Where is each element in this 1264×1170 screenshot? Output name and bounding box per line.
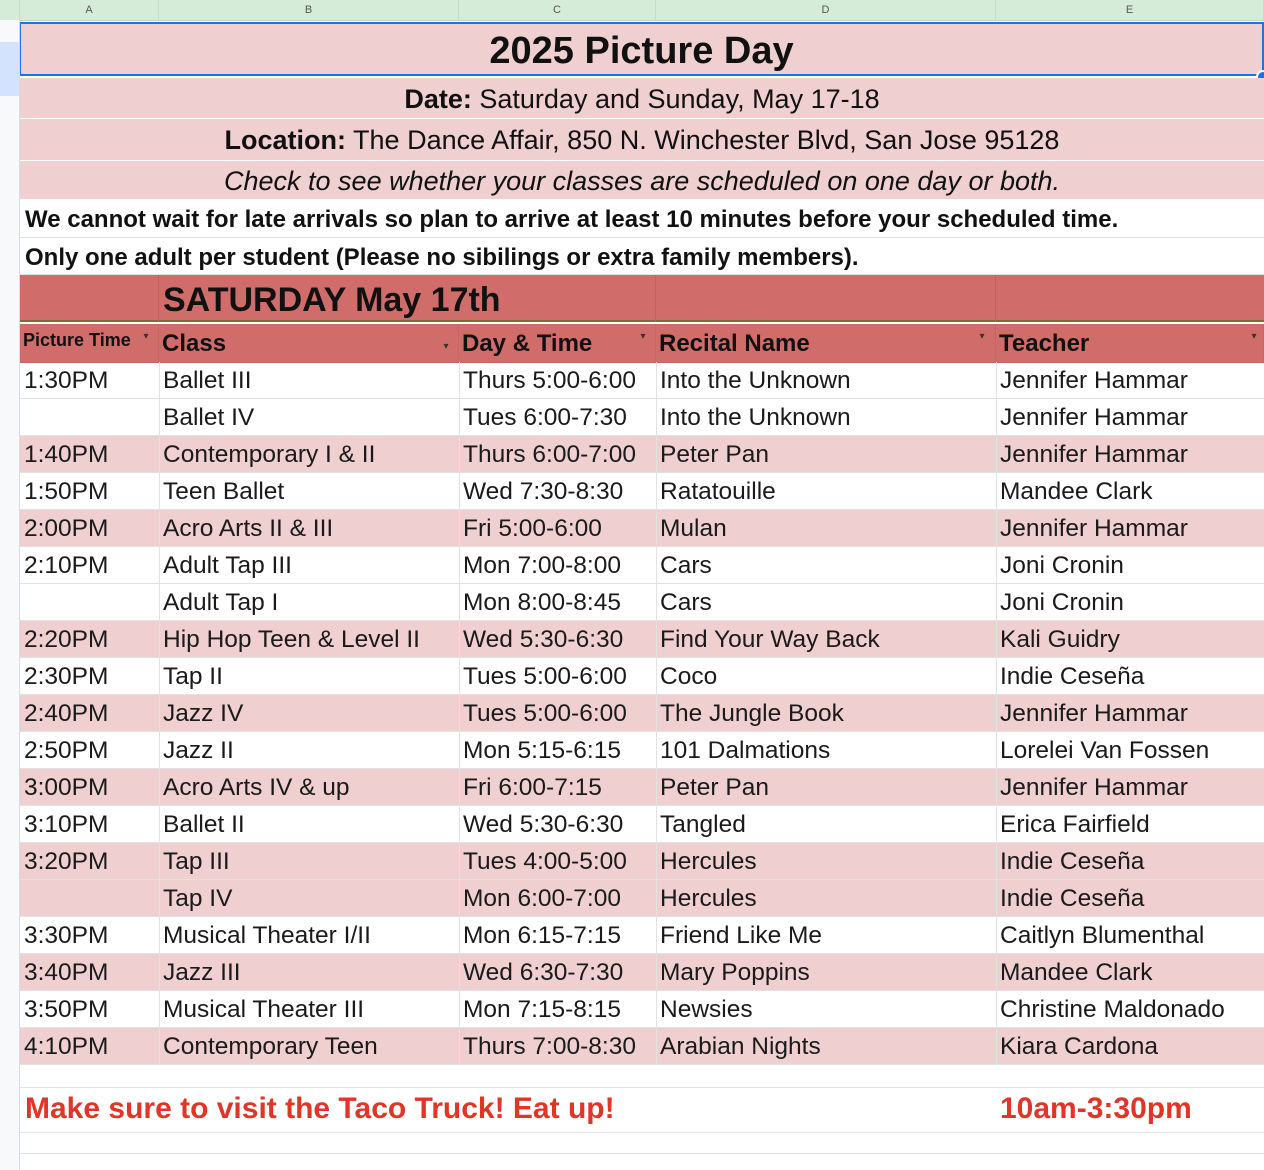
class-cell[interactable]: Jazz III <box>163 959 241 986</box>
class-cell[interactable]: Ballet IV <box>163 404 255 431</box>
table-row <box>20 806 1264 843</box>
table-row <box>20 843 1264 880</box>
date-label: Date: <box>404 84 472 114</box>
day-time-cell[interactable]: Wed 7:30-8:30 <box>463 478 624 505</box>
picture-time-cell[interactable]: 3:50PM <box>24 996 109 1023</box>
picture-time-cell[interactable]: 2:10PM <box>24 552 109 579</box>
picture-time-cell[interactable] <box>20 399 24 435</box>
recital-name-cell[interactable]: Cars <box>660 589 712 616</box>
picture-time-cell[interactable]: 2:40PM <box>24 700 109 727</box>
row-header-gutter[interactable] <box>0 20 20 1170</box>
filter-icon[interactable]: ▾ <box>979 331 985 342</box>
table-row <box>20 954 1264 991</box>
recital-name-cell[interactable]: Coco <box>660 663 718 690</box>
teacher-cell[interactable]: Caitlyn Blumenthal <box>1000 922 1205 949</box>
table-row <box>20 695 1264 732</box>
title-cell[interactable] <box>20 22 1264 76</box>
date-value: Saturday and Sunday, May 17-18 <box>471 84 880 114</box>
day-time-cell[interactable]: Wed 5:30-6:30 <box>463 626 624 653</box>
grid-line <box>158 275 159 322</box>
day-time-cell[interactable]: Mon 6:00-7:00 <box>463 885 621 912</box>
table-row <box>20 362 1264 399</box>
recital-name-cell[interactable]: 101 Dalmations <box>660 737 831 764</box>
class-cell[interactable]: Ballet III <box>163 367 252 394</box>
day-time-cell[interactable]: Tues 5:00-6:00 <box>463 663 627 690</box>
picture-time-cell[interactable]: 3:30PM <box>24 922 109 949</box>
class-cell[interactable]: Adult Tap III <box>163 552 292 579</box>
table-row <box>20 769 1264 806</box>
filter-icon[interactable]: ▾ <box>443 341 449 352</box>
class-cell[interactable]: Contemporary I & II <box>163 441 376 468</box>
picture-time-cell[interactable]: 3:40PM <box>24 959 109 986</box>
table-row <box>20 658 1264 695</box>
picture-time-cell[interactable]: 1:50PM <box>24 478 109 505</box>
header-recital-name[interactable]: Recital Name <box>656 324 996 362</box>
recital-name-cell[interactable]: Into the Unknown <box>660 367 851 394</box>
day-time-cell[interactable]: Mon 7:00-8:00 <box>463 552 621 579</box>
grid-line <box>655 275 656 322</box>
day-time-cell[interactable]: Wed 6:30-7:30 <box>463 959 624 986</box>
class-cell[interactable]: Adult Tap I <box>163 589 279 616</box>
recital-name-cell[interactable]: Mulan <box>660 515 727 542</box>
recital-name-cell[interactable]: Newsies <box>660 996 753 1023</box>
class-cell[interactable]: Teen Ballet <box>163 478 285 505</box>
table-row <box>20 584 1264 621</box>
header-picture-time[interactable]: Picture Time <box>20 324 159 362</box>
teacher-cell[interactable]: Jennifer Hammar <box>1000 515 1188 542</box>
recital-name-cell[interactable]: Into the Unknown <box>660 404 851 431</box>
recital-name-cell[interactable]: Friend Like Me <box>660 922 823 949</box>
day-time-cell[interactable]: Thurs 6:00-7:00 <box>463 441 636 468</box>
recital-name-cell[interactable]: Peter Pan <box>660 774 769 801</box>
teacher-cell[interactable]: Indie Ceseña <box>1000 885 1145 912</box>
filter-icon[interactable]: ▾ <box>143 331 149 342</box>
class-cell[interactable]: Musical Theater III <box>163 996 365 1023</box>
recital-name-cell[interactable]: Mary Poppins <box>660 959 810 986</box>
page-title: 2025 Picture Day <box>489 30 794 72</box>
taco-truck-row[interactable] <box>20 1088 1264 1133</box>
column-header-bar <box>0 0 1264 21</box>
picture-time-cell[interactable]: 1:40PM <box>24 441 109 468</box>
table-row <box>20 510 1264 547</box>
column-header-a[interactable]: A <box>20 0 159 20</box>
header-teacher[interactable]: Teacher <box>996 324 1264 362</box>
table-row <box>20 399 1264 436</box>
teacher-cell[interactable]: Indie Ceseña <box>1000 663 1145 690</box>
empty-row[interactable] <box>20 1132 1264 1154</box>
picture-time-cell[interactable]: 1:30PM <box>24 367 109 394</box>
day-time-cell[interactable]: Fri 5:00-6:00 <box>463 515 602 542</box>
day-time-cell[interactable]: Wed 5:30-6:30 <box>463 811 624 838</box>
teacher-cell[interactable]: Jennifer Hammar <box>1000 774 1188 801</box>
select-all-corner[interactable] <box>0 0 20 20</box>
picture-time-cell[interactable]: 2:50PM <box>24 737 109 764</box>
teacher-cell[interactable]: Kali Guidry <box>1000 626 1120 653</box>
taco-truck-note: Make sure to visit the Taco Truck! Eat up! <box>25 1092 615 1125</box>
empty-row[interactable] <box>20 1066 1264 1088</box>
picture-time-cell[interactable]: 2:20PM <box>24 626 109 653</box>
class-cell[interactable]: Acro Arts II & III <box>163 515 334 542</box>
class-cell[interactable]: Tap IV <box>163 885 233 912</box>
saturday-section-header[interactable] <box>20 275 1264 322</box>
teacher-cell[interactable]: Joni Cronin <box>1000 552 1124 579</box>
picture-time-cell[interactable]: 4:10PM <box>24 1033 109 1060</box>
table-row <box>20 991 1264 1028</box>
teacher-cell[interactable]: Jennifer Hammar <box>1000 367 1188 394</box>
teacher-cell[interactable]: Lorelei Van Fossen <box>1000 737 1210 764</box>
teacher-cell[interactable]: Mandee Clark <box>1000 478 1153 505</box>
picture-time-cell[interactable] <box>20 880 24 916</box>
taco-truck-hours: 10am-3:30pm <box>1000 1092 1192 1125</box>
recital-name-cell[interactable]: Hercules <box>660 885 757 912</box>
filter-icon[interactable]: ▾ <box>1251 331 1257 342</box>
table-header-row <box>20 324 1264 363</box>
table-row <box>20 880 1264 917</box>
teacher-cell[interactable]: Jennifer Hammar <box>1000 700 1188 727</box>
late-arrival-note[interactable]: We cannot wait for late arrivals so plan to arrive at least 10 minutes before your scheduled time. <box>20 200 1264 238</box>
recital-name-cell[interactable]: Tangled <box>660 811 746 838</box>
recital-name-cell[interactable]: The Jungle Book <box>660 700 844 727</box>
class-cell[interactable]: Tap II <box>163 663 223 690</box>
teacher-cell[interactable]: Joni Cronin <box>1000 589 1124 616</box>
table-row <box>20 917 1264 954</box>
day-time-cell[interactable]: Thurs 7:00-8:30 <box>463 1033 636 1060</box>
selected-row-indicator <box>0 42 19 96</box>
table-row <box>20 473 1264 510</box>
day-time-cell[interactable]: Mon 7:15-8:15 <box>463 996 621 1023</box>
day-time-cell[interactable]: Fri 6:00-7:15 <box>463 774 602 801</box>
check-note-row[interactable] <box>20 161 1264 199</box>
teacher-cell[interactable]: Erica Fairfield <box>1000 811 1150 838</box>
one-adult-note[interactable]: Only one adult per student (Please no sibilings or extra family members). <box>20 238 1264 275</box>
recital-name-cell[interactable]: Hercules <box>660 848 757 875</box>
table-row <box>20 547 1264 584</box>
teacher-cell[interactable]: Christine Maldonado <box>1000 996 1225 1023</box>
day-time-cell[interactable]: Thurs 5:00-6:00 <box>463 367 636 394</box>
saturday-section-title: SATURDAY May 17th <box>163 281 501 319</box>
date-row[interactable] <box>20 78 1264 118</box>
picture-time-cell[interactable]: 3:00PM <box>24 774 109 801</box>
filter-icon[interactable]: ▾ <box>640 331 646 342</box>
day-time-cell[interactable]: Mon 8:00-8:45 <box>463 589 621 616</box>
class-cell[interactable]: Musical Theater I/II <box>163 922 371 949</box>
teacher-cell[interactable]: Kiara Cardona <box>1000 1033 1158 1060</box>
recital-name-cell[interactable]: Ratatouille <box>660 478 776 505</box>
recital-name-cell[interactable]: Peter Pan <box>660 441 769 468</box>
recital-name-cell[interactable]: Find Your Way Back <box>660 626 880 653</box>
column-header-b[interactable]: B <box>159 0 459 20</box>
location-label: Location: <box>224 125 347 155</box>
location-row[interactable] <box>20 119 1264 160</box>
empty-row[interactable] <box>20 1154 1264 1170</box>
column-header-c[interactable]: C <box>459 0 656 20</box>
picture-time-cell[interactable]: 3:10PM <box>24 811 109 838</box>
recital-name-cell[interactable]: Cars <box>660 552 712 579</box>
picture-time-cell[interactable]: 2:30PM <box>24 663 109 690</box>
picture-time-cell[interactable]: 3:20PM <box>24 848 109 875</box>
teacher-cell[interactable]: Jennifer Hammar <box>1000 441 1188 468</box>
header-class[interactable]: Class <box>159 324 459 362</box>
header-day-time[interactable]: Day & Time <box>459 324 656 362</box>
class-cell[interactable]: Contemporary Teen <box>163 1033 378 1060</box>
class-cell[interactable]: Acro Arts IV & up <box>163 774 350 801</box>
table-row <box>20 1028 1264 1065</box>
recital-name-cell[interactable]: Arabian Nights <box>660 1033 821 1060</box>
class-cell[interactable]: Ballet II <box>163 811 245 838</box>
picture-time-cell[interactable]: 2:00PM <box>24 515 109 542</box>
table-row <box>20 621 1264 658</box>
day-time-cell[interactable]: Mon 6:15-7:15 <box>463 922 621 949</box>
teacher-cell[interactable]: Jennifer Hammar <box>1000 404 1188 431</box>
teacher-cell[interactable]: Indie Ceseña <box>1000 848 1145 875</box>
picture-time-cell[interactable] <box>20 584 24 620</box>
day-time-cell[interactable]: Tues 6:00-7:30 <box>463 404 627 431</box>
class-cell[interactable]: Tap III <box>163 848 230 875</box>
day-time-cell[interactable]: Tues 4:00-5:00 <box>463 848 627 875</box>
day-time-cell[interactable]: Mon 5:15-6:15 <box>463 737 621 764</box>
check-note: Check to see whether your classes are scheduled on one day or both. <box>224 166 1060 196</box>
class-cell[interactable]: Jazz II <box>163 737 234 764</box>
day-time-cell[interactable]: Tues 5:00-6:00 <box>463 700 627 727</box>
class-cell[interactable]: Hip Hop Teen & Level II <box>163 626 420 653</box>
column-header-e[interactable]: E <box>996 0 1264 20</box>
class-cell[interactable]: Jazz IV <box>163 700 244 727</box>
grid-line <box>995 275 996 322</box>
teacher-cell[interactable]: Mandee Clark <box>1000 959 1153 986</box>
table-row <box>20 436 1264 473</box>
location-value: The Dance Affair, 850 N. Winchester Blvd, San Jose 95128 <box>346 125 1060 155</box>
table-row <box>20 732 1264 769</box>
column-header-d[interactable]: D <box>656 0 996 20</box>
